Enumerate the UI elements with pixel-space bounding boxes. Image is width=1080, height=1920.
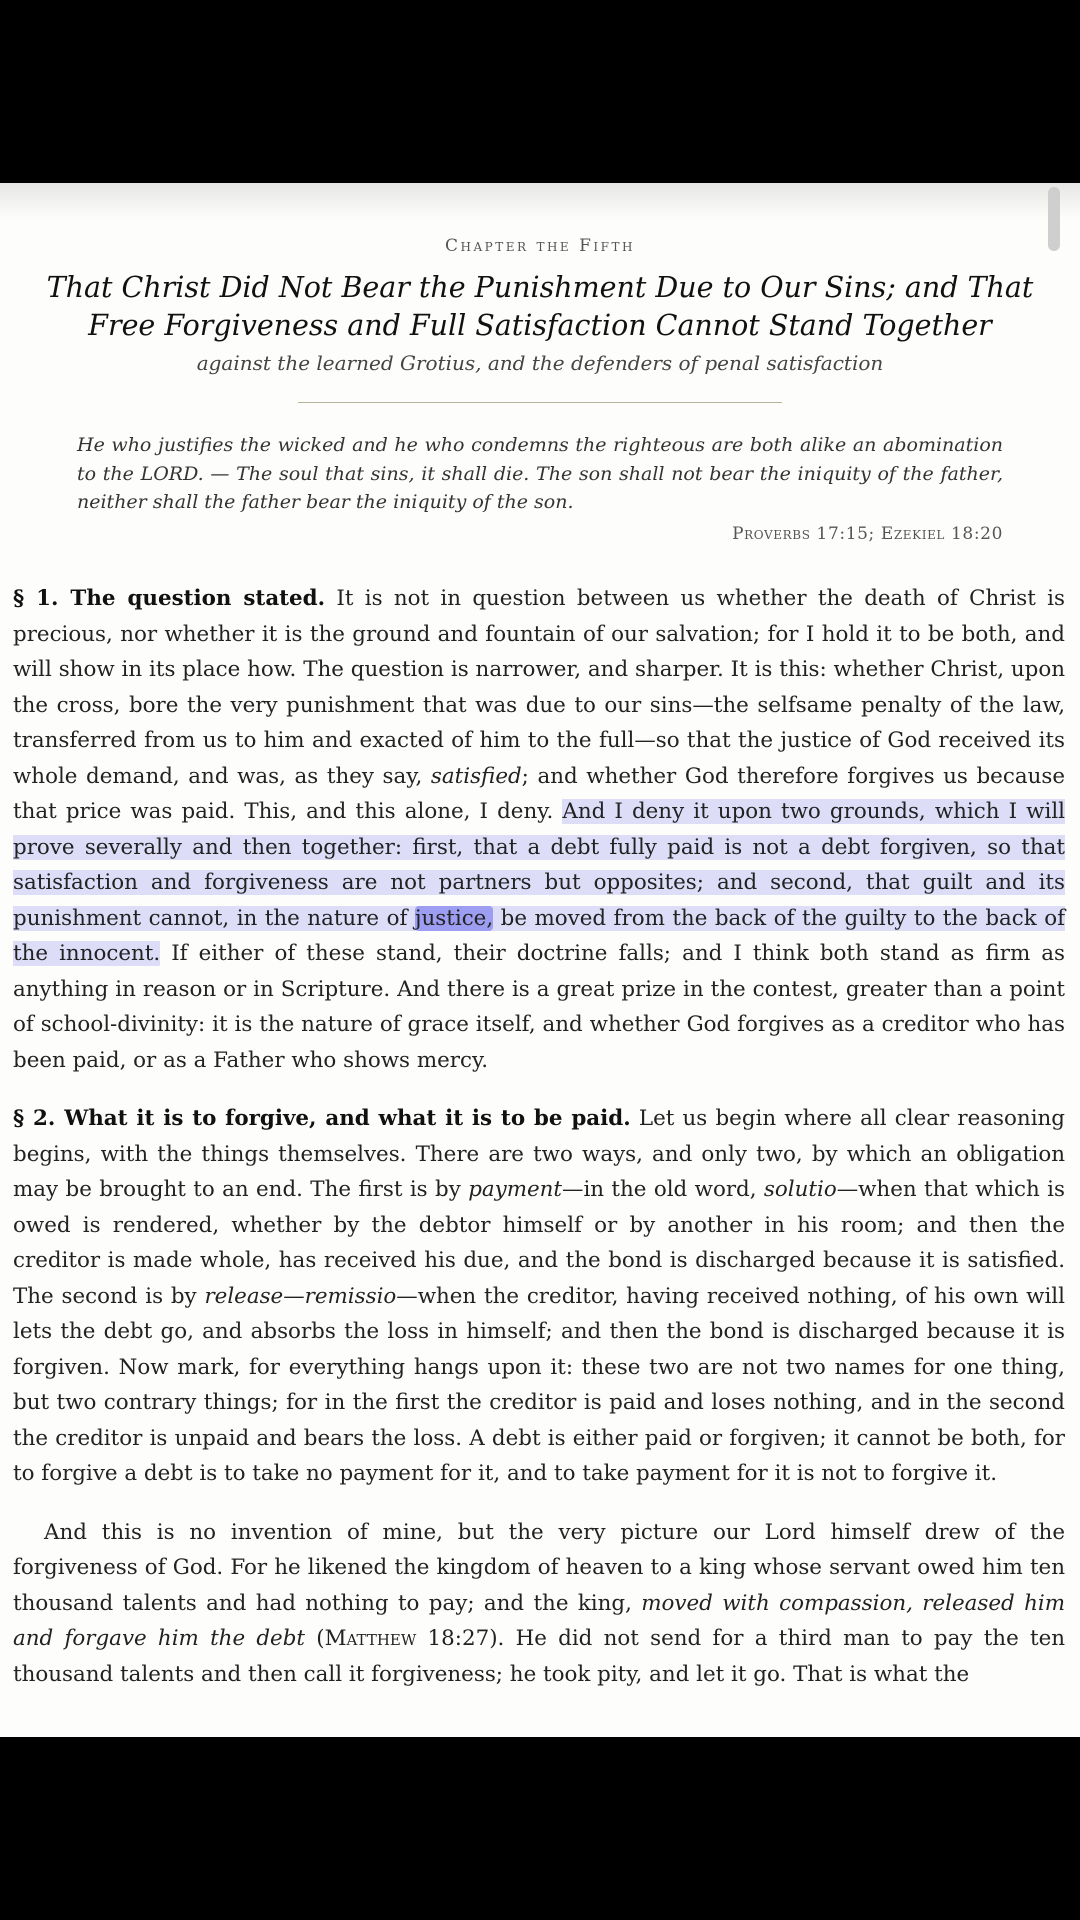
section-2-text-a[interactable]: Let us begin where all clear reasoning begins, with the things themselves. There are two ways, and only two, by which an obligation may be brought to an end. The first is by <box>13 1106 1066 1202</box>
chapter-body[interactable] <box>13 581 1065 1715</box>
epigraph-text[interactable]: He who justifies the wicked and he who condemns the righteous are both alike an abomination to the LORD. — The soul that sins, it shall die. The son shall not bear the iniquity of the father, neither shall the father bear the iniquity of the son. <box>77 434 1003 513</box>
paragraph-3[interactable] <box>13 1515 1065 1693</box>
section-2-heading: § 2. What it is to forgive, and what it is to be paid. <box>13 1106 631 1131</box>
selected-word[interactable]: justice, <box>414 905 494 931</box>
para-3-quote[interactable]: moved with compassion, released him and forgave him the debt <box>13 1590 1065 1651</box>
section-1-paragraph[interactable] <box>13 581 1065 1078</box>
para-3-text-a[interactable]: And this is no invention of mine, but the very picture our Lord himself drew of the forgiveness of God. For he likened the kingdom of heaven to a king whose servant owed him ten thousand talents and had nothing to pay; and the king, <box>13 1519 1065 1616</box>
chapter-subtitle: against the learned Grotius, and the defenders of penal satisfaction <box>196 351 884 375</box>
section-1-em-satisfied[interactable]: satisfied <box>430 763 522 789</box>
section-2-em-payment[interactable]: payment <box>468 1177 563 1202</box>
section-2-text-c[interactable]: —when that which is owed is rendered, whether by the debtor himself or by another in his room; and then the creditor is made whole, has received his due, and the bond is discharged because it is satisfied. The second is by <box>13 1177 1065 1309</box>
section-1-heading: § 1. The question stated. <box>13 586 326 611</box>
highlight-text-b[interactable]: be moved from the back of the guilty to the back of the innocent. <box>13 905 1065 966</box>
reader-page[interactable] <box>0 183 1080 1737</box>
section-2-text-b[interactable]: —in the old word, <box>562 1177 764 1202</box>
para-3-text-b[interactable]: ( <box>305 1626 325 1651</box>
section-1-text-a[interactable]: It is not in question between us whether the death of Christ is precious, nor whether it is the ground and fountain of our salvation; for I hold it to be both, and will show in its place how. The question is narrower, and sharper. It is this: whether Christ, upon the cross, bore the very punishment that was due to our sins—the selfsame penalty of the law, transferred from us to him and exacted of him to the full—so that the justice of God received its whole demand, and was, as they say, <box>13 586 1065 789</box>
section-2-text-d[interactable]: —when the creditor, having received nothing, of his own will lets the debt go, and absorbs the loss in himself; and then the bond is discharged because it is forgiven. Now mark, for everything hangs upon it: these two are not two names for one thing, but two contrary things; for in the first the creditor is paid and loses nothing, and in the second the creditor is unpaid and bears the loss. A debt is either paid or forgiven; it cannot be both, for to forgive a debt is to take no payment for it, and to take payment for it is not to forgive it. <box>13 1283 1065 1486</box>
para-3-text-c[interactable]: ). He did not send for a third man to pay the ten thousand talents and then call it forgiveness; he took pity, and let it go. That is what the <box>13 1626 1066 1687</box>
chapter-label: Chapter the Fifth <box>445 236 635 256</box>
scripture-ref-verse[interactable]: 18:27 <box>416 1626 490 1651</box>
section-2-paragraph[interactable] <box>13 1101 1065 1492</box>
epigraph-source: Proverbs 17:15; Ezekiel 18:20 <box>732 524 1003 544</box>
top-shadow <box>0 183 1080 219</box>
highlight-text-a[interactable]: And I deny it upon two grounds, which I will prove severally and then together: first, that a debt fully paid is not a debt forgiven, so that satisfaction and forgiveness are not partners but opposites; and second, that guilt and its punishment cannot, in the nature of <box>13 799 1066 931</box>
section-1-text-b[interactable]: ; and whether God therefore forgives us because that price was paid. This, and this alone, I deny. <box>13 763 1065 824</box>
section-1-text-c[interactable]: If either of these stand, their doctrine falls; and I think both stand as firm as anything in reason or in Scripture. And there is a great prize in the contest, greater than a point of school-divinity: it is the nature of grace itself, and whether God forgives as a creditor who has been paid, or as a Father who shows mercy. <box>13 941 1065 1073</box>
title-divider <box>298 402 782 403</box>
section-2-em-solutio[interactable]: solutio <box>763 1177 837 1202</box>
chapter-title: That Christ Did Not Bear the Punishment Due to Our Sins; and That Free Forgiveness and Full Satisfaction Cannot Stand Together <box>46 271 1034 342</box>
scripture-ref-book[interactable]: Matthew <box>324 1626 417 1651</box>
section-2-em-release[interactable]: release—remissio <box>204 1283 397 1309</box>
